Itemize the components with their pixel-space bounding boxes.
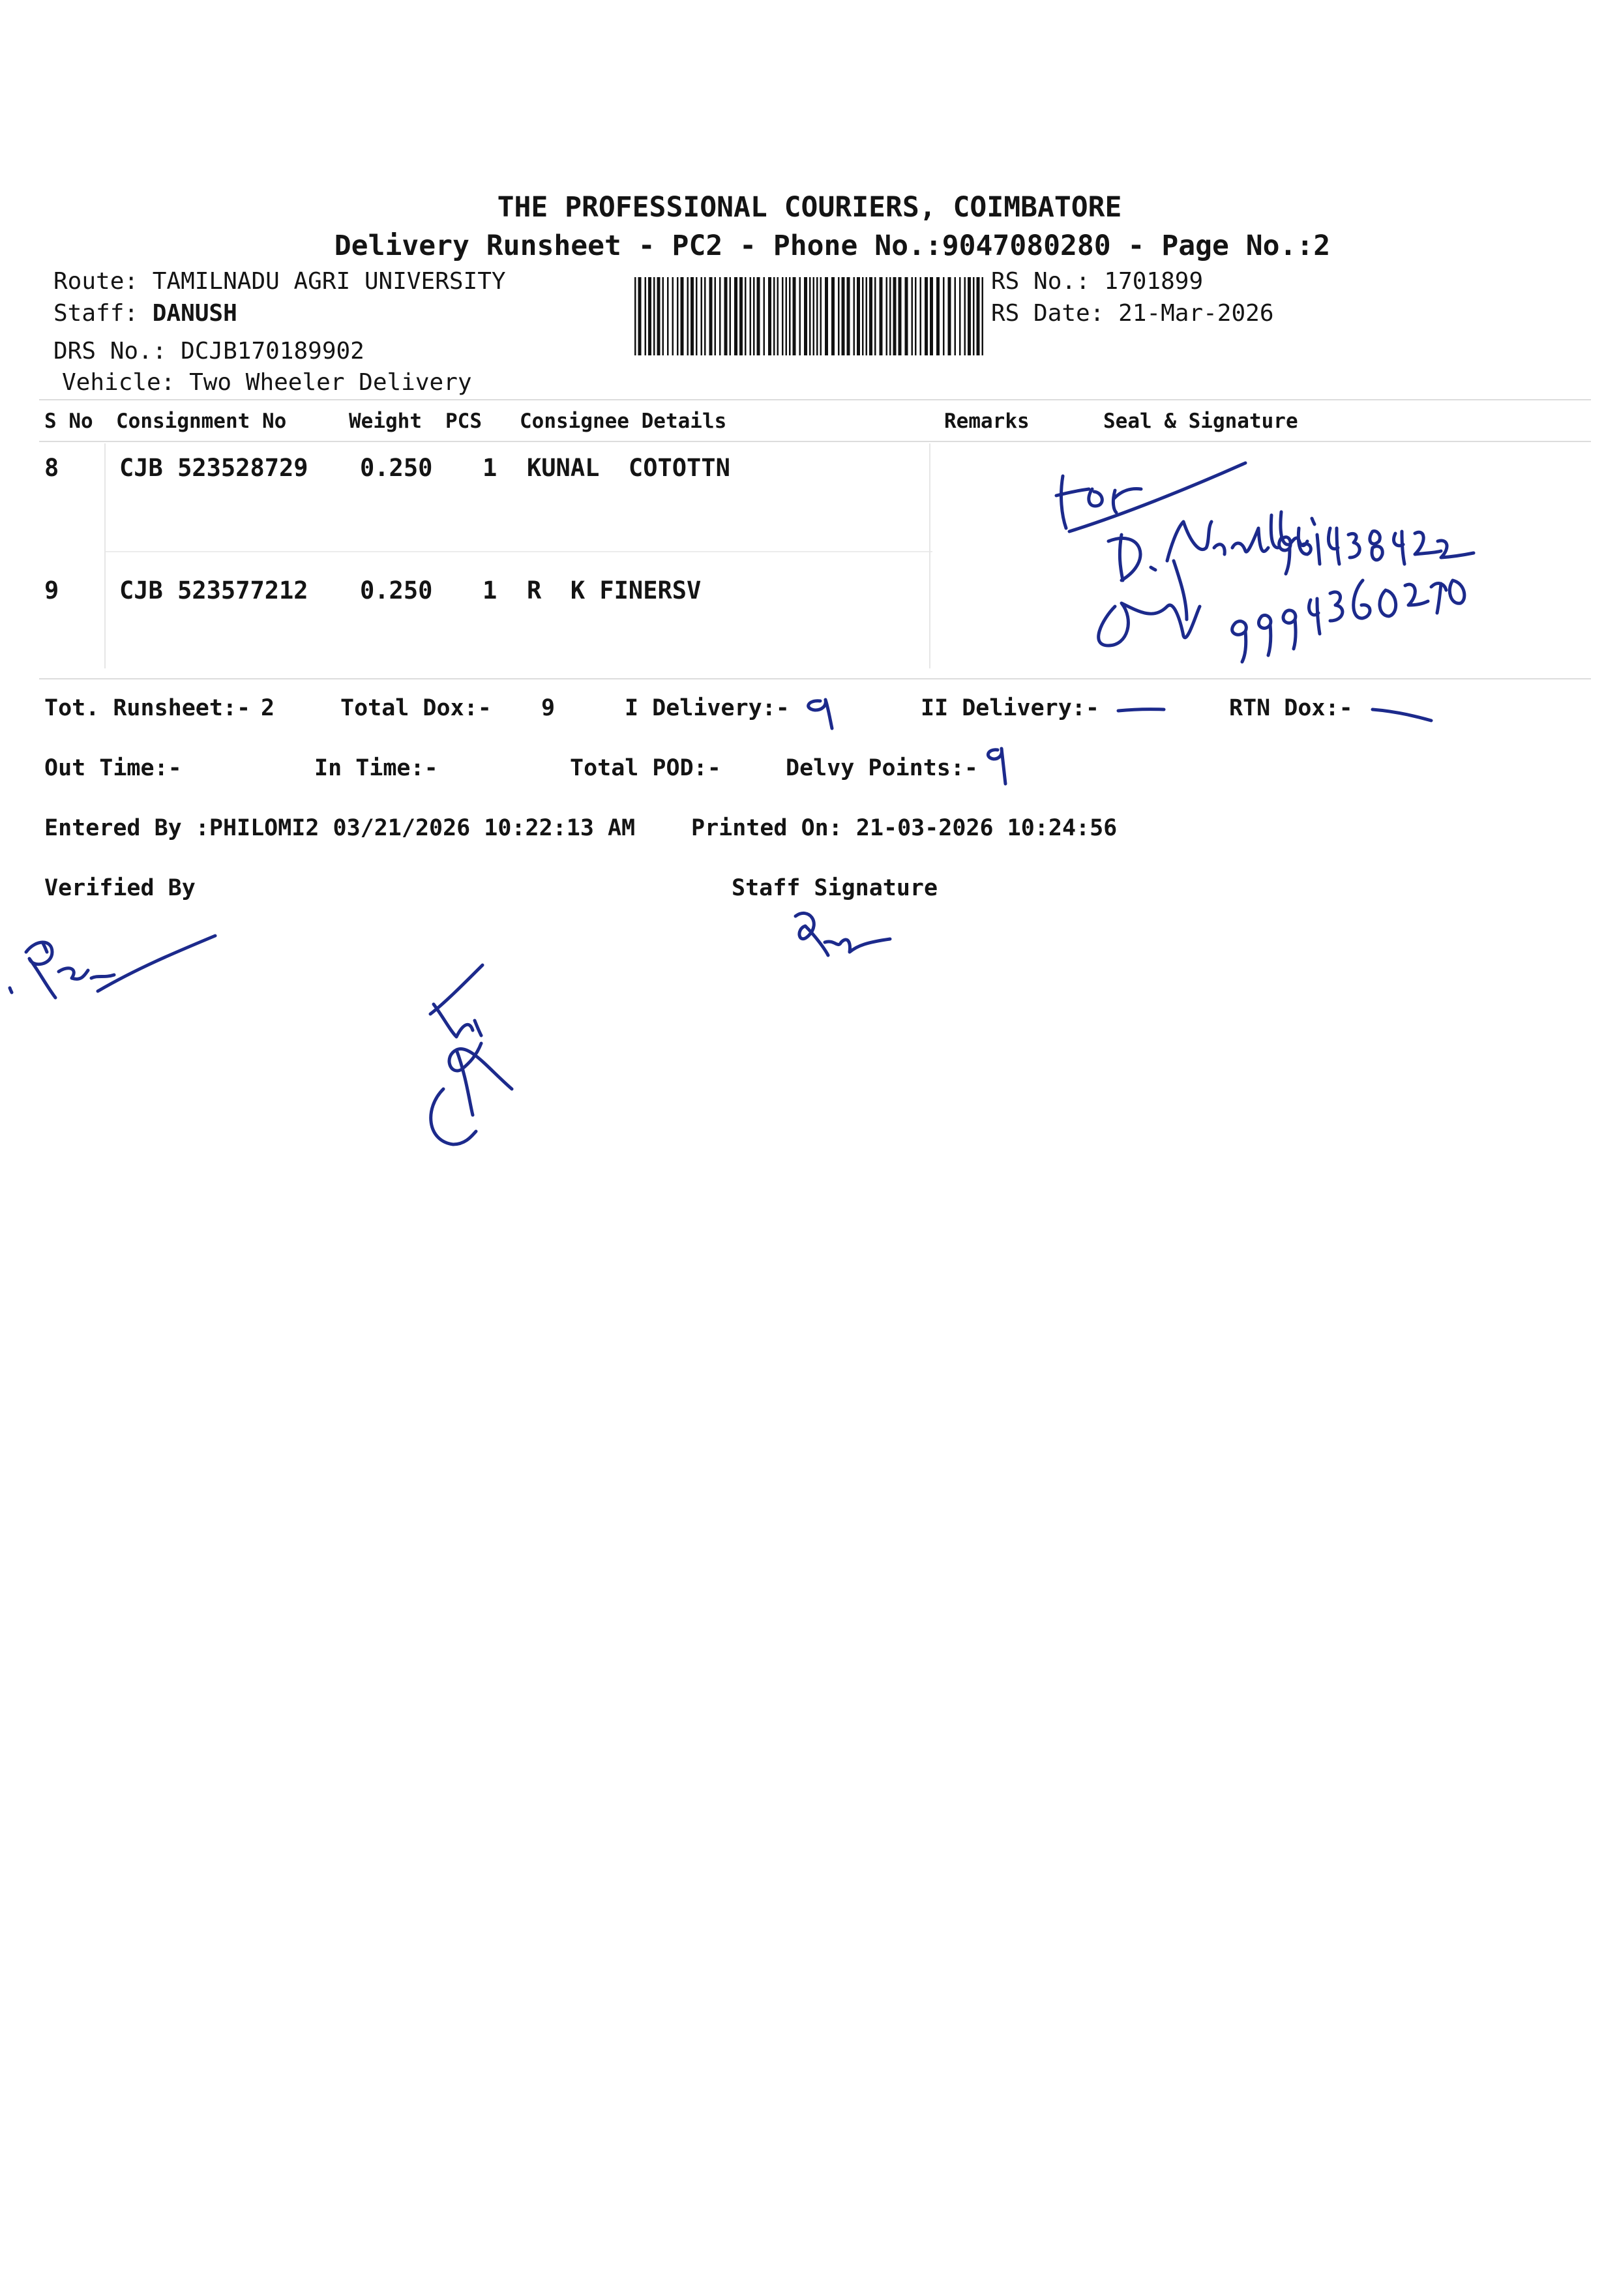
table-vertical-rule — [929, 443, 930, 668]
i-delivery-handwritten-9 — [801, 694, 846, 734]
verified-by-signature — [7, 913, 228, 1011]
row-1-pcs: 1 — [483, 454, 498, 482]
rs-no-line — [991, 268, 1203, 295]
entered-by-label: Entered By : — [44, 815, 209, 841]
vehicle-line — [62, 369, 472, 396]
row-2-consignment: CJB 523577212 — [119, 576, 308, 604]
staff-label: Staff: — [53, 300, 139, 327]
delvy-points-handwritten-9 — [979, 743, 1018, 789]
supervisor-signature — [404, 959, 535, 1154]
out-time-label: Out Time:- — [44, 755, 182, 781]
table-top-rule — [39, 399, 1591, 400]
entered-by-value: PHILOMI2 03/21/2026 10:22:13 AM — [209, 815, 636, 841]
row-1-sno: 8 — [44, 454, 59, 482]
vehicle-value: Two Wheeler Delivery — [189, 369, 472, 396]
col-consignment-no: Consignment No — [116, 410, 287, 433]
col-seal-signature: Seal & Signature — [1103, 410, 1298, 433]
route-line — [53, 268, 506, 295]
row-2-pcs: 1 — [483, 576, 498, 604]
staff-line — [53, 300, 237, 327]
in-time-label: In Time:- — [314, 755, 438, 781]
rs-date-line — [991, 300, 1274, 327]
row-divider — [104, 551, 932, 552]
staff-value: DANUSH — [152, 300, 237, 327]
col-consignee-details: Consignee Details — [520, 410, 727, 433]
entered-by-line — [44, 815, 635, 841]
rs-date-value: 21-Mar-2026 — [1118, 300, 1274, 327]
drs-label: DRS No.: — [53, 338, 167, 365]
i-delivery-label: I Delivery:- — [625, 695, 790, 721]
row-2-sno: 9 — [44, 576, 59, 604]
table-vertical-rule — [104, 443, 106, 668]
staff-signature-label: Staff Signature — [732, 875, 938, 901]
col-pcs: PCS — [445, 410, 482, 433]
row-1-consignment: CJB 523528729 — [119, 454, 308, 482]
drs-line — [53, 338, 364, 365]
staff-signature — [786, 903, 897, 975]
rs-no-label: RS No.: — [991, 268, 1090, 295]
printed-on-label: Printed On: — [691, 815, 842, 841]
row-2-consignee: R K FINERSV — [527, 576, 702, 604]
col-remarks: Remarks — [944, 410, 1030, 433]
col-weight: Weight — [349, 410, 422, 433]
runsheet-subtitle: Delivery Runsheet - PC2 - Phone No.:9047080280 - Page No.:2 — [334, 230, 1331, 262]
rtn-dox-dash — [1369, 704, 1434, 724]
row-1-weight: 0.250 — [360, 454, 433, 482]
total-dox-label: Total Dox:- — [340, 695, 492, 721]
col-sno: S No — [44, 410, 93, 433]
consignee-receipt-handwriting — [1043, 450, 1500, 672]
table-header-rule — [39, 441, 1591, 442]
row-2-weight: 0.250 — [360, 576, 433, 604]
tot-runsheet-label: Tot. Runsheet:- — [44, 695, 251, 721]
delvy-points-label: Delvy Points:- — [786, 755, 979, 781]
rtn-dox-label: RTN Dox:- — [1229, 695, 1353, 721]
total-pod-label: Total POD:- — [570, 755, 721, 781]
rs-date-label: RS Date: — [991, 300, 1105, 327]
company-title: THE PROFESSIONAL COURIERS, COIMBATORE — [497, 191, 1122, 224]
rs-no-value: 1701899 — [1104, 268, 1204, 295]
ii-delivery-label: II Delivery:- — [921, 695, 1099, 721]
tot-runsheet-value: 2 — [261, 695, 275, 721]
vehicle-label: Vehicle: — [62, 369, 175, 396]
printed-on-line — [691, 815, 1117, 841]
table-bottom-rule — [39, 678, 1591, 679]
route-value: TAMILNADU AGRI UNIVERSITY — [152, 268, 506, 295]
ii-delivery-dash — [1115, 704, 1167, 717]
total-dox-value: 9 — [541, 695, 556, 721]
barcode-image — [634, 277, 985, 355]
verified-by-label: Verified By — [44, 875, 196, 901]
printed-on-value: 21-03-2026 10:24:56 — [855, 815, 1118, 841]
row-1-consignee: KUNAL COTOTTN — [527, 454, 730, 482]
route-label: Route: — [53, 268, 139, 295]
drs-value: DCJB170189902 — [181, 338, 364, 365]
